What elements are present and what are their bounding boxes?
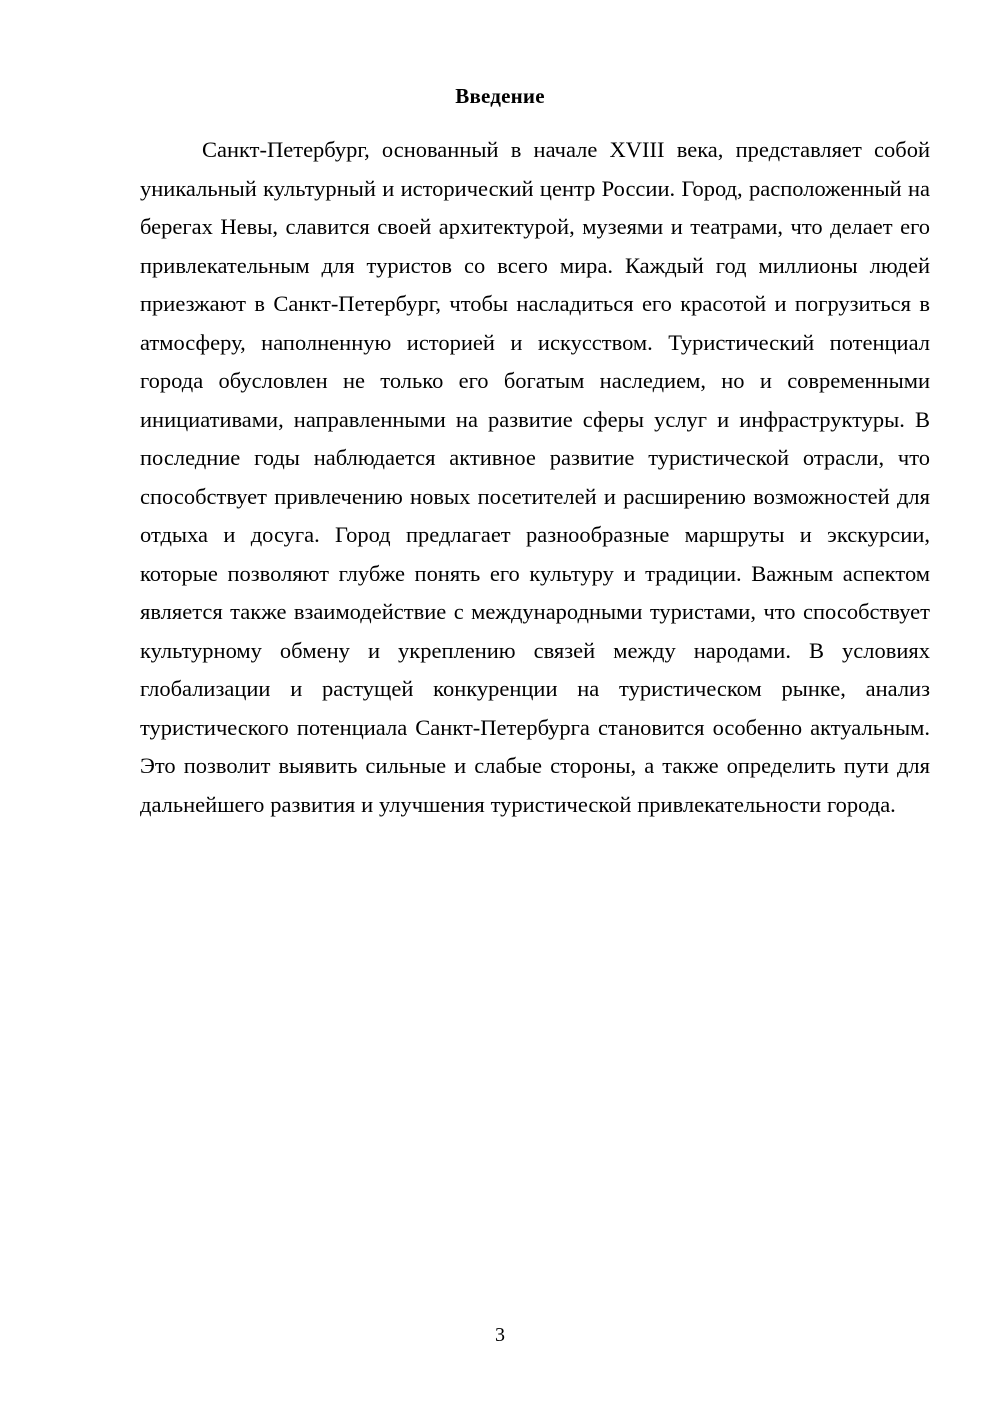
page-number: 3 xyxy=(495,1324,505,1346)
page-title: Введение xyxy=(455,84,545,108)
paragraph-introduction: Санкт-Петербург, основанный в начале XVIII века, представляет собой уникальный культурный и исторический центр России. Город, расположенный на берегах Невы, славится своей архитектурой, музеями и театрами, что делает его привлекательным для туристов со всего мира. Каждый год миллионы людей приезжают в Санкт-Петербург, чтобы насладиться его красотой и погрузиться в атмосферу, наполненную историей и искусством. Туристический потенциал города обусловлен не только его богатым наследием, но и современными инициативами, направленными на развитие сферы услуг и инфраструктуры. В последние годы наблюдается активное развитие туристической отрасли, что способствует привлечению новых посетителей и расширению возможностей для отдыха и досуга. Город предлагает разнообразные маршруты и экскурсии, которые позволяют глубже понять его культуру и традиции. Важным аспектом является также взаимодействие с международными туристами, что способствует культурному обмену и укреплению связей между народами. В условиях глобализации и растущей конкуренции на туристическом рынке, анализ туристического потенциала Санкт-Петербурга становится особенно актуальным. Это позволит выявить сильные и слабые стороны, а также определить пути для дальнейшего развития и улучшения туристической привлекательности города. xyxy=(140,137,930,817)
document-body xyxy=(140,131,930,824)
